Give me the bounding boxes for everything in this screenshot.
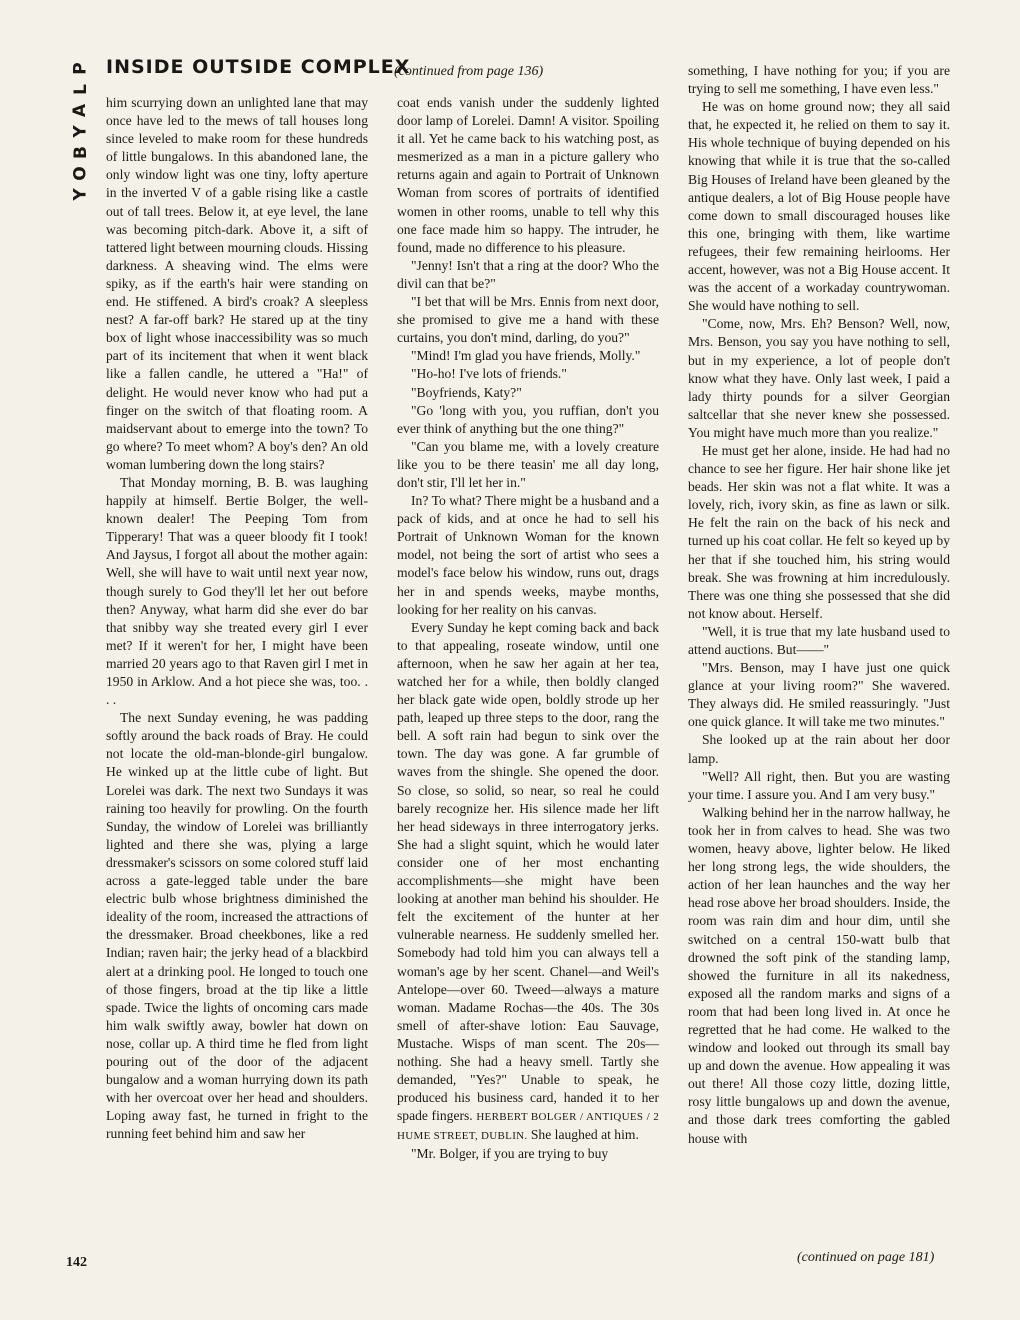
- runner-letter: L: [70, 84, 91, 95]
- paragraph: "I bet that will be Mrs. Ennis from next door, she promised to give me a hand with these curtains, you don't mind, darling, do you?": [397, 294, 659, 346]
- page-number: 142: [66, 1255, 87, 1270]
- continued-from-note: (continued from page 136): [394, 64, 544, 79]
- paragraph: Walking behind her in the narrow hallway, he took her in from calves to head. She was two women, heavy above, lighter below. He liked her long strong legs, the wide shoulders, the action of her lean haunches and the way her head rose above her broad shoulders. Inside, the room was rain dim and hour dim, until she switched on a central 150-watt bulb that drowned the soft pink of the standing lamp, showed the furniture in all its nakedness, exposed all the random marks and signs of a room that had been long lived in. At once he regretted that he had come. He walked to the window and looked out through its small bay up and down the avenue. How appealing it was out there! All those cozy little, dozing little, rosy little bungalows up and down the avenue, and those dark trees comforting the gabled house with: [688, 804, 950, 1146]
- paragraph: "Go 'long with you, you ruffian, don't you ever think of anything but the one thing?": [397, 402, 659, 436]
- text-column-1: [106, 94, 368, 1143]
- runner-letter: P: [70, 62, 91, 75]
- paragraph: "Well, it is true that my late husband used to attend auctions. But——": [688, 623, 950, 657]
- paragraph: That Monday morning, B. B. was laughing happily at himself. Bertie Bolger, the well-known dealer! The Peeping Tom from Tipperary! That was a queer bloody fit I took! And Jaysus, I forgot all about the mother again: Well, she will have to wait until next year now, though surely to God they'll let her out before then? Anyway, what harm did she ever do bar that snibby way she treated every girl I ever met? If it weren't for her, I might have been married 20 years ago to that Raven girl I met in 1950 in Arklow. And a hot piece she was, too. . . .: [106, 474, 368, 708]
- paragraph: him scurrying down an unlighted lane that may once have led to the mews of tall houses long since leveled to make room for these hundreds of little bungalows. In this abandoned lane, the only window light was one tiny, lofty aperture in the inverted V of a gable rising like a castle out of tall trees. Below it, at eye level, the lane was becoming pitch-dark. Above it, a sift of tattered light between mourning clouds. Hissing darkness. A sheaving wind. The elms were spiky, as if the earth's hair were standing on end. He stiffened. A bird's croak? A sleepless nest? A far-off bark? He stared up at the tiny box of light whose inaccessibility was so much part of its incitement that when it went black like a fallen candle, he uttered a "Ha!" of delight. He would never know who had put a finger on the switch of that floating room. A maidservant about to emerge into the town? To go where? To meet whom? A boy's den? An old woman lumbering down the long stairs?: [106, 95, 368, 472]
- text-column-2: [397, 94, 659, 1164]
- runner-letter: O: [70, 166, 91, 181]
- paragraph: "Jenny! Isn't that a ring at the door? Who the divil can that be?": [397, 257, 659, 291]
- article-title: INSIDE OUTSIDE COMPLEX: [106, 56, 411, 78]
- paragraph: He must get her alone, inside. He had had no chance to see her figure. Her hair shone like jet beads. Her skin was not a flat white. It was a lovely, rich, ivory skin, as fine as lawn or silk. He felt the rain on the back of his neck and turned up his coat collar. He felt so keyed up by her that if she touched him, his string would break. She was frowning at him incredulously. There was one thing she possessed that she did not know about. Herself.: [688, 442, 950, 621]
- paragraph: In? To what? There might be a husband and a pack of kids, and at once he had to sell his Portrait of Unknown Woman for the known model, not being the sort of artist who sees a model's face below his window, runs out, drags her in and spends weeks, maybe months, looking for her reality on his canvas.: [397, 493, 659, 617]
- text-column-3: [688, 62, 950, 1148]
- paragraph: "Ho-ho! I've lots of friends.": [411, 366, 567, 382]
- paragraph: She looked up at the rain about her door lamp.: [688, 732, 950, 766]
- paragraph: "Come, now, Mrs. Eh? Benson? Well, now, Mrs. Benson, you say you have nothing to sell, but in my experience, a lot of people don't know what they have. Only last week, I paid a lady thirty pounds for a silver Georgian saltcellar that she never knew she possessed. You might have much more than you realize.": [688, 316, 950, 440]
- paragraph-text: She laughed at him.: [530, 1127, 639, 1143]
- paragraph: "Well? All right, then. But you are wasting your time. I assure you. And I am very busy.": [688, 768, 950, 802]
- runner-letter: B: [70, 146, 91, 159]
- paragraph: "Mr. Bolger, if you are trying to buy: [411, 1146, 609, 1162]
- paragraph: "Can you blame me, with a lovely creature like you to be there teasin' me all day long, don't stir, I'll let her in.": [397, 438, 659, 490]
- paragraph: The next Sunday evening, he was padding softly around the back roads of Bray. He could not locate the old-man-blonde-girl bungalow. He winked up at the little cube of light. But Lorelei was dark. The next two Sundays it was raining too heavily for prowling. On the fourth Sunday, the window of Lorelei was brilliantly lighted and there she was, plying a large dressmaker's scissors on some colored stuff laid across a gate-legged table under the bare electric bulb whose brightness diminished the ideality of the room, increased the attractions of the dressmaker. Broad cheekbones, like a red Indian; raven hair; the jerky head of a blackbird alert at a drinking pool. He longed to touch one of those fingers, broad at the tip like a little spade. Twice the lights of oncoming cars made him walk swiftly away, bowler hat down on nose, collar up. A third time he fled from light pouring out of the door of the adjacent bungalow and a woman hurrying down its path with her overcoat over her head and shoulders. Loping away fast, he turned in fright to the running feet behind him and saw her: [106, 710, 368, 1142]
- paragraph: "Mind! I'm glad you have friends, Molly.": [411, 348, 641, 364]
- paragraph: coat ends vanish under the suddenly lighted door lamp of Lorelei. Damn! A visitor. Spoiling it all. Yet he came back to his watching post, as mesmerized as a man in a picture gallery who returns again and again to Portrait of Unknown Woman from scores of portraits of identified women in other rooms, unable to tell why this one face made him so happy. The intruder, he found, made no difference to his pleasure.: [397, 95, 659, 255]
- paragraph: "Mrs. Benson, may I have just one quick glance at your living room?" She wavered. They always did. He smiled reassuringly. "Just one quick glance. It will take me two minutes.": [688, 660, 950, 730]
- paragraph: something, I have nothing for you; if you are trying to sell me something, I have even less.": [688, 63, 950, 97]
- runner-letter: Y: [70, 125, 91, 138]
- paragraph: [397, 619, 659, 1146]
- continued-on-note: (continued on page 181): [797, 1250, 935, 1265]
- paragraph: "Boyfriends, Katy?": [411, 384, 522, 400]
- runner-letter: A: [70, 103, 91, 118]
- magazine-runner: [68, 58, 94, 205]
- runner-letter: Y: [70, 188, 91, 201]
- business-card-text: HERBERT BOLGER / ANTIQUES / 2 HUME STREET, DUBLIN.: [397, 1111, 660, 1143]
- paragraph-text: Every Sunday he kept coming back and back to that appealing, roseate window, until one afternoon, when he saw her again at her tea, watched her for a while, then boldly clanged her black gate wide open, boldly strode up her path, leaped up three steps to the door, rang the bell. A soft rain had begun to sink over the town. The day was gone. A far grumble of waves from the shingle. She opened the door. So close, so solid, so near, so real he could barely recognize her. His silence made her lift her head sideways in three interrogatory jerks. She had a slight squint, which he would later consider one of her most enchanting accomplishments—she might have been looking at another man behind his shoulder. He felt the excitement of the hunter at her vulnerable nearness. He suddenly smelled her. Somebody had told him you can always tell a woman's age by her scent. Chanel—and Weil's Antelope—over 60. Tweed—always a mature woman. Madame Rochas—the 40s. The 30s smell of after-shave lotion: Eau Sauvage, Mustache. Wisps of man scent. The 20s—nothing. She had a heavy smell. Tartly she demanded, "Yes?" Unable to speak, he produced his business card, handed it to her spade fingers.: [397, 619, 659, 1124]
- paragraph: He was on home ground now; they all said that, he expected it, he relied on them to say it. His whole technique of buying depended on his knowing that while it is true that the so-called Big Houses of Ireland have been gleaned by the antique dealers, a lot of Big House people have come down to small discouraged houses like this one, bringing with them, like wartime refugees, their few remaining heirlooms. Her accent, however, was not a Big House accent. It was the accent of a workaday countrywoman. She would have nothing to sell.: [688, 99, 950, 314]
